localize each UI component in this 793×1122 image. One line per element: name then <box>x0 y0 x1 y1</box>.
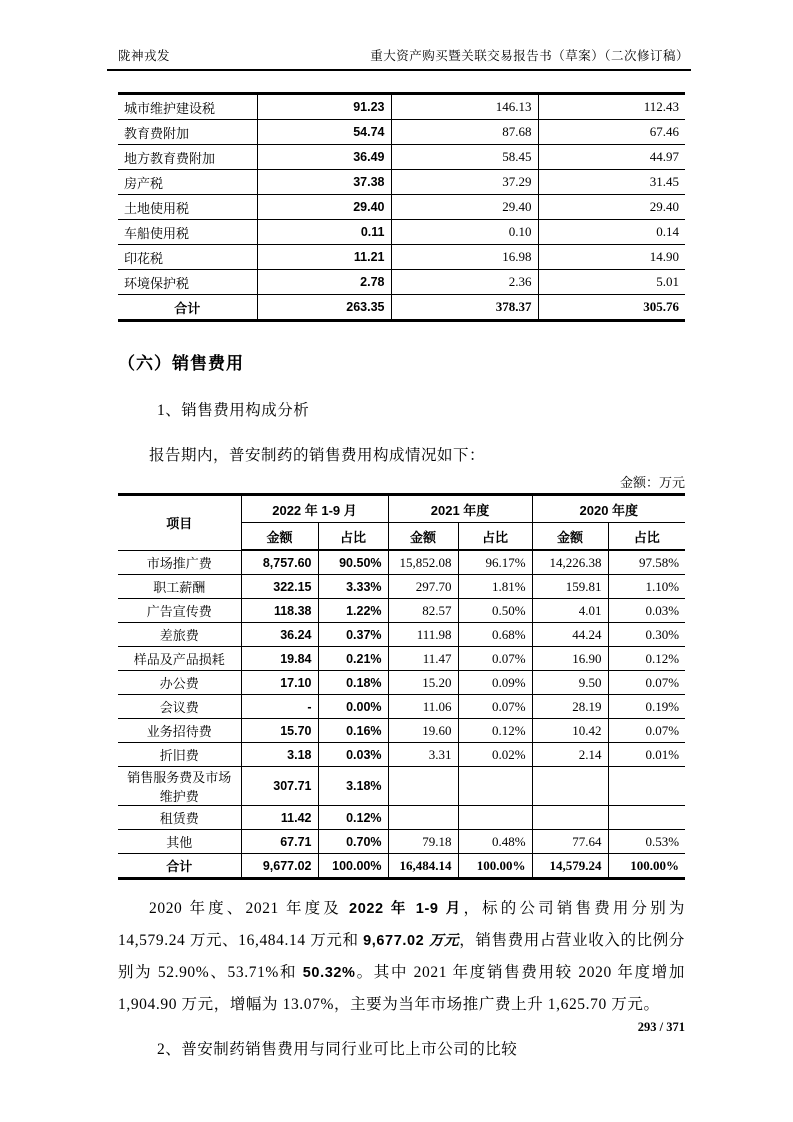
column-header-amount: 金额 <box>388 523 458 551</box>
sub-item-2: 2、普安制药销售费用与同行业可比上市公司的比较 <box>157 1040 518 1058</box>
cell-amount-2021: 79.18 <box>388 830 458 854</box>
cell-amount-2022: 322.15 <box>241 575 318 599</box>
cell-ratio-2020: 0.53% <box>608 830 685 854</box>
cell-amount-2022: 118.38 <box>241 599 318 623</box>
cell-amount-2022: 54.74 <box>257 120 391 145</box>
table-row <box>118 806 685 830</box>
cell-ratio-2022: 0.00% <box>318 695 388 719</box>
cell-ratio-2022: 0.12% <box>318 806 388 830</box>
cell-item-label: 合计 <box>118 854 241 879</box>
cell-amount-2022: 9,677.02 <box>241 854 318 879</box>
cell-amount-2020: 16.90 <box>532 647 608 671</box>
column-header-amount: 金额 <box>241 523 318 551</box>
table-row <box>118 743 685 767</box>
cell-ratio-2021: 0.07% <box>458 647 532 671</box>
table-row <box>118 170 685 195</box>
cell-item-label: 职工薪酬 <box>118 575 241 599</box>
page-content <box>118 0 689 1059</box>
cell-amount-2020: 305.76 <box>538 295 685 321</box>
paragraph-segment: ，销售费用占营业收入的比例分别为 52.90%、53.71%和 <box>118 932 686 981</box>
cell-amount-2020 <box>532 806 608 830</box>
paragraph-segment: 。其中 2021 年度销售费用较 2020 年度增加 1,904.90 万元，增幅为 13.07%，主要为当年市场推广费上升 1,625.70 万元。 <box>118 964 685 1013</box>
cell-amount-2022: 0.11 <box>257 220 391 245</box>
cell-item-label: 广告宣传费 <box>118 599 241 623</box>
cell-amount-2020: 5.01 <box>538 270 685 295</box>
cell-amount-2021: 19.60 <box>388 719 458 743</box>
cell-amount-2022: 19.84 <box>241 647 318 671</box>
cell-amount-2020: 14,579.24 <box>532 854 608 879</box>
table-row <box>118 195 685 220</box>
table-row <box>118 767 685 806</box>
cell-amount-2021: 58.45 <box>391 145 538 170</box>
table-row <box>118 854 685 879</box>
cell-ratio-2020: 0.03% <box>608 599 685 623</box>
cell-ratio-2021: 100.00% <box>458 854 532 879</box>
table-row <box>118 599 685 623</box>
cell-amount-2021: 378.37 <box>391 295 538 321</box>
analysis-paragraph <box>118 893 685 1021</box>
column-header-amount: 金额 <box>532 523 608 551</box>
cell-item-label: 销售服务费及市场维护费 <box>118 767 241 806</box>
cell-amount-2021: 111.98 <box>388 623 458 647</box>
sub-item-1: 1、销售费用构成分析 <box>157 402 310 419</box>
cell-amount-2022: 67.71 <box>241 830 318 854</box>
cell-item-label: 差旅费 <box>118 623 241 647</box>
cell-ratio-2022: 0.16% <box>318 719 388 743</box>
cell-item-label: 业务招待费 <box>118 719 241 743</box>
cell-ratio-2021 <box>458 767 532 806</box>
cell-ratio-2021: 0.07% <box>458 695 532 719</box>
cell-ratio-2021 <box>458 806 532 830</box>
cell-item-label: 教育费附加 <box>118 120 257 145</box>
cell-amount-2020: 28.19 <box>532 695 608 719</box>
table-row <box>118 647 685 671</box>
table-row <box>118 120 685 145</box>
cell-amount-2020: 14.90 <box>538 245 685 270</box>
table-row <box>118 695 685 719</box>
paragraph-segment: 2020 年度、2021 年度及 <box>149 900 350 917</box>
expense-table <box>118 493 685 880</box>
table-row <box>118 94 685 120</box>
cell-item-label: 折旧费 <box>118 743 241 767</box>
cell-amount-2020: 2.14 <box>532 743 608 767</box>
cell-ratio-2020 <box>608 806 685 830</box>
cell-item-label: 样品及产品损耗 <box>118 647 241 671</box>
table-row <box>118 719 685 743</box>
cell-amount-2020: 112.43 <box>538 94 685 120</box>
cell-item-label: 租赁费 <box>118 806 241 830</box>
cell-amount-2021: 16,484.14 <box>388 854 458 879</box>
cell-amount-2022: 263.35 <box>257 295 391 321</box>
cell-ratio-2022: 0.21% <box>318 647 388 671</box>
cell-ratio-2020: 1.10% <box>608 575 685 599</box>
header-report-title: 重大资产购买暨关联交易报告书（草案）（二次修订稿） <box>370 49 689 63</box>
paragraph-segment: 万元 <box>428 933 460 949</box>
cell-amount-2021: 16.98 <box>391 245 538 270</box>
paragraph-segment: 9,677.02 <box>363 933 429 949</box>
cell-amount-2021: 11.06 <box>388 695 458 719</box>
cell-item-label: 印花税 <box>118 245 257 270</box>
cell-amount-2020: 44.24 <box>532 623 608 647</box>
cell-amount-2021: 146.13 <box>391 94 538 120</box>
table-row <box>118 245 685 270</box>
intro-line: 报告期内，普安制药的销售费用构成情况如下： <box>149 447 486 464</box>
cell-amount-2020: 4.01 <box>532 599 608 623</box>
cell-amount-2020: 0.14 <box>538 220 685 245</box>
cell-ratio-2022: 3.18% <box>318 767 388 806</box>
cell-item-label: 合计 <box>118 295 257 321</box>
cell-amount-2022: 91.23 <box>257 94 391 120</box>
cell-ratio-2022: 1.22% <box>318 599 388 623</box>
tax-table-body <box>118 94 685 321</box>
cell-amount-2022: 15.70 <box>241 719 318 743</box>
cell-amount-2021 <box>388 806 458 830</box>
cell-amount-2022: 3.18 <box>241 743 318 767</box>
table-row <box>118 270 685 295</box>
cell-amount-2021: 37.29 <box>391 170 538 195</box>
cell-amount-2021: 82.57 <box>388 599 458 623</box>
cell-amount-2022: 36.24 <box>241 623 318 647</box>
cell-item-label: 地方教育费附加 <box>118 145 257 170</box>
table-row <box>118 623 685 647</box>
cell-amount-2021: 15.20 <box>388 671 458 695</box>
cell-ratio-2020: 0.01% <box>608 743 685 767</box>
cell-ratio-2022: 0.03% <box>318 743 388 767</box>
column-header-ratio: 占比 <box>318 523 388 551</box>
column-header-ratio: 占比 <box>608 523 685 551</box>
page-header <box>107 0 691 71</box>
column-header-ratio: 占比 <box>458 523 532 551</box>
cell-item-label: 土地使用税 <box>118 195 257 220</box>
cell-amount-2022: 29.40 <box>257 195 391 220</box>
cell-amount-2022: - <box>241 695 318 719</box>
cell-ratio-2021: 0.12% <box>458 719 532 743</box>
cell-ratio-2020: 0.07% <box>608 671 685 695</box>
table-row <box>118 575 685 599</box>
cell-amount-2021: 2.36 <box>391 270 538 295</box>
paragraph-segment: ，标的公司销售费用分别为 14,579.24 万元、16,484.14 万元和 <box>118 900 686 949</box>
cell-ratio-2021: 96.17% <box>458 550 532 575</box>
cell-amount-2020: 14,226.38 <box>532 550 608 575</box>
cell-item-label: 会议费 <box>118 695 241 719</box>
cell-ratio-2021: 0.68% <box>458 623 532 647</box>
cell-amount-2020: 77.64 <box>532 830 608 854</box>
cell-amount-2021 <box>388 767 458 806</box>
cell-ratio-2022: 0.70% <box>318 830 388 854</box>
cell-amount-2022: 2.78 <box>257 270 391 295</box>
cell-amount-2020: 10.42 <box>532 719 608 743</box>
cell-ratio-2020 <box>608 767 685 806</box>
cell-amount-2022: 36.49 <box>257 145 391 170</box>
cell-amount-2022: 11.42 <box>241 806 318 830</box>
cell-item-label: 房产税 <box>118 170 257 195</box>
cell-amount-2020: 159.81 <box>532 575 608 599</box>
cell-ratio-2020: 97.58% <box>608 550 685 575</box>
cell-amount-2021: 29.40 <box>391 195 538 220</box>
table-row <box>118 220 685 245</box>
unit-note: 金额：万元 <box>619 475 685 490</box>
cell-amount-2020: 31.45 <box>538 170 685 195</box>
cell-amount-2021: 297.70 <box>388 575 458 599</box>
cell-amount-2022: 37.38 <box>257 170 391 195</box>
cell-ratio-2021: 0.50% <box>458 599 532 623</box>
cell-ratio-2021: 0.48% <box>458 830 532 854</box>
cell-ratio-2020: 0.07% <box>608 719 685 743</box>
cell-ratio-2020: 100.00% <box>608 854 685 879</box>
column-group-2021: 2021 年度 <box>388 495 532 523</box>
page-number: 293 / 371 <box>637 1020 685 1034</box>
column-group-2020: 2020 年度 <box>532 495 685 523</box>
cell-ratio-2020: 0.12% <box>608 647 685 671</box>
cell-ratio-2021: 0.02% <box>458 743 532 767</box>
cell-amount-2021: 11.47 <box>388 647 458 671</box>
cell-amount-2022: 8,757.60 <box>241 550 318 575</box>
cell-item-label: 办公费 <box>118 671 241 695</box>
paragraph-segment: 50.32% <box>302 965 356 981</box>
cell-item-label: 其他 <box>118 830 241 854</box>
cell-amount-2022: 307.71 <box>241 767 318 806</box>
cell-ratio-2022: 0.37% <box>318 623 388 647</box>
cell-ratio-2022: 3.33% <box>318 575 388 599</box>
cell-amount-2021: 0.10 <box>391 220 538 245</box>
table-row <box>118 295 685 321</box>
cell-amount-2022: 11.21 <box>257 245 391 270</box>
cell-amount-2021: 15,852.08 <box>388 550 458 575</box>
cell-amount-2020 <box>532 767 608 806</box>
cell-amount-2021: 3.31 <box>388 743 458 767</box>
cell-ratio-2020: 0.30% <box>608 623 685 647</box>
cell-item-label: 市场推广费 <box>118 550 241 575</box>
section-heading: （六）销售费用 <box>118 354 244 373</box>
cell-ratio-2022: 100.00% <box>318 854 388 879</box>
cell-amount-2022: 17.10 <box>241 671 318 695</box>
cell-amount-2020: 29.40 <box>538 195 685 220</box>
column-group-2022: 2022 年 1-9 月 <box>241 495 388 523</box>
cell-item-label: 环境保护税 <box>118 270 257 295</box>
table-row <box>118 830 685 854</box>
cell-ratio-2021: 1.81% <box>458 575 532 599</box>
cell-ratio-2022: 90.50% <box>318 550 388 575</box>
cell-ratio-2022: 0.18% <box>318 671 388 695</box>
cell-amount-2020: 67.46 <box>538 120 685 145</box>
cell-amount-2021: 87.68 <box>391 120 538 145</box>
cell-item-label: 车船使用税 <box>118 220 257 245</box>
cell-ratio-2021: 0.09% <box>458 671 532 695</box>
table-row <box>118 145 685 170</box>
header-company-name: 陇神戎发 <box>118 49 171 63</box>
cell-item-label: 城市维护建设税 <box>118 94 257 120</box>
column-header-item: 项目 <box>118 495 241 551</box>
paragraph-segment: 2022 年 1-9 月 <box>349 901 464 917</box>
cell-amount-2020: 9.50 <box>532 671 608 695</box>
expense-table-body <box>118 550 685 879</box>
expense-table-header <box>118 495 685 551</box>
table-row <box>118 550 685 575</box>
cell-ratio-2020: 0.19% <box>608 695 685 719</box>
table-row <box>118 671 685 695</box>
cell-amount-2020: 44.97 <box>538 145 685 170</box>
tax-table <box>118 92 685 322</box>
